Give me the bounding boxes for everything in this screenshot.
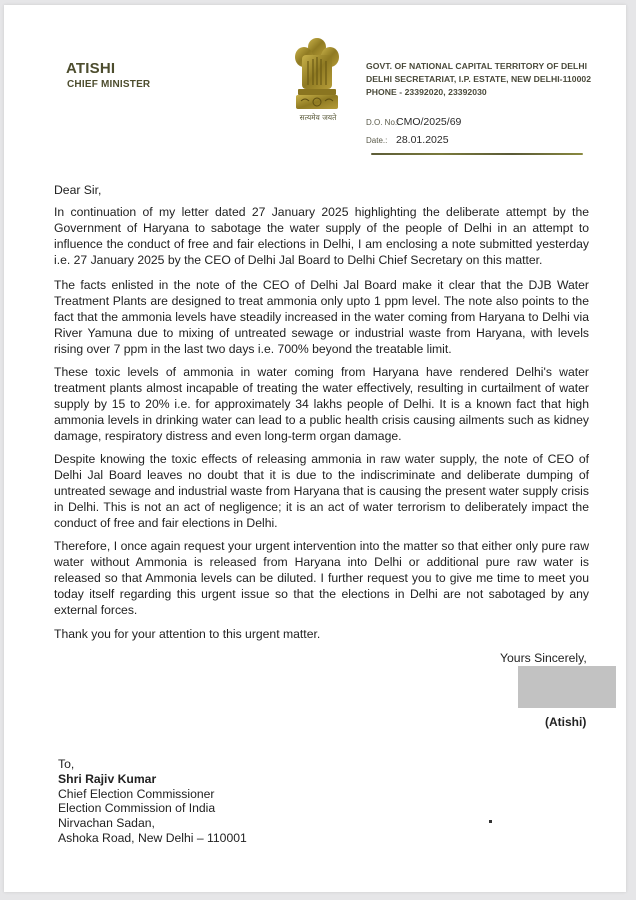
paragraph: Despite knowing the toxic effects of releasing ammonia in raw water supply, the note of CEO of Delhi Jal Board leaves no doubt that it is due to the indiscriminate and deliberate dumping of untreated sewage and industrial waste from Haryana that is causing the present water supply crisis in Delhi. This is not an act of negligence; it is an act of water terrorism to deliberately impact the conduct of free and fair elections in Delhi. <box>54 452 589 530</box>
paragraph: In continuation of my letter dated 27 January 2025 highlighting the deliberate attempt by the Government of Haryana to sabotage the water supply of the people of Delhi in an attempt to influence the conduct of free and fair elections in Delhi, I am enclosing a note submitted yesterday i.e. 27 January 2025 by the CEO of Delhi Jal Board to Delhi Chief Secretary on this matter. <box>54 205 589 267</box>
closing: Yours Sincerely, <box>500 651 587 665</box>
date-value: 28.01.2025 <box>396 134 449 146</box>
address-line: DELHI SECRETARIAT, I.P. ESTATE, NEW DELHI-110002 <box>366 74 592 84</box>
letterhead-address <box>366 60 591 99</box>
letterhead-title: CHIEF MINISTER <box>67 79 151 90</box>
do-number-label: D.O. No.: <box>366 118 400 127</box>
recipient-line: Ashoka Road, New Delhi – 110001 <box>58 830 247 845</box>
paragraph: These toxic levels of ammonia in water coming from Haryana have rendered Delhi's water treatment plants almost incapable of treating the water effectively, resulting in curtailment of water supply by 15 to 20% i.e. for approximately 34 lakhs people of Delhi. It is a known fact that high ammonia levels in drinking water can lead to a public health crisis causing ailments such as kidney damage, respiratory distress and even long-term organ damage. <box>54 365 589 443</box>
date-row <box>366 134 449 146</box>
do-number-row <box>366 116 462 128</box>
recipient-line: Chief Election Commissioner <box>58 786 215 801</box>
signer-name: (Atishi) <box>545 715 587 729</box>
paragraph: The facts enlisted in the note of the CEO of Delhi Jal Board make it clear that the DJB Water Treatment Plants are designed to treat ammonia only upto 1 ppm level. The note also points to the fact that the ammonia levels have steadily increased in the water coming from Haryana to Delhi via River Yamuna due to mixing of untreated sewage or industrial waste from Haryana, with levels rising over 7 ppm in the last two days i.e. 700% beyond the treatable limit. <box>54 278 589 356</box>
paragraph: Thank you for your attention to this urgent matter. <box>54 627 321 641</box>
recipient-line: Election Commission of India <box>58 801 216 816</box>
recipient-line: Nirvachan Sadan, <box>58 816 155 831</box>
recipient-block <box>58 757 247 846</box>
address-line: PHONE - 23392020, 23392030 <box>366 87 487 97</box>
salutation: Dear Sir, <box>54 183 102 197</box>
paragraph: Therefore, I once again request your urgent intervention into the matter so that either only pure raw water without Ammonia is released from Haryana into Delhi or additional pure raw water is released so that Ammonia levels can be diluted. I further request you to give me time to meet you today itself regarding this urgent issue so that the elections in Delhi are not sabotaged by any external forces. <box>54 539 589 617</box>
address-line: GOVT. OF NATIONAL CAPITAL TERRITORY OF DELHI <box>366 61 588 71</box>
date-label: Date.: <box>366 136 388 145</box>
signature-redaction <box>518 666 616 708</box>
stray-mark <box>489 820 492 823</box>
recipient-name: Shri Rajiv Kumar <box>58 771 157 786</box>
emblem-motto: सत्यमेव जयते <box>299 113 337 122</box>
to-label: To, <box>58 757 75 771</box>
letterhead-name: ATISHI <box>66 60 116 77</box>
letter-page <box>4 5 626 892</box>
do-number-value: CMO/2025/69 <box>396 116 462 128</box>
letterhead-divider <box>371 153 583 155</box>
